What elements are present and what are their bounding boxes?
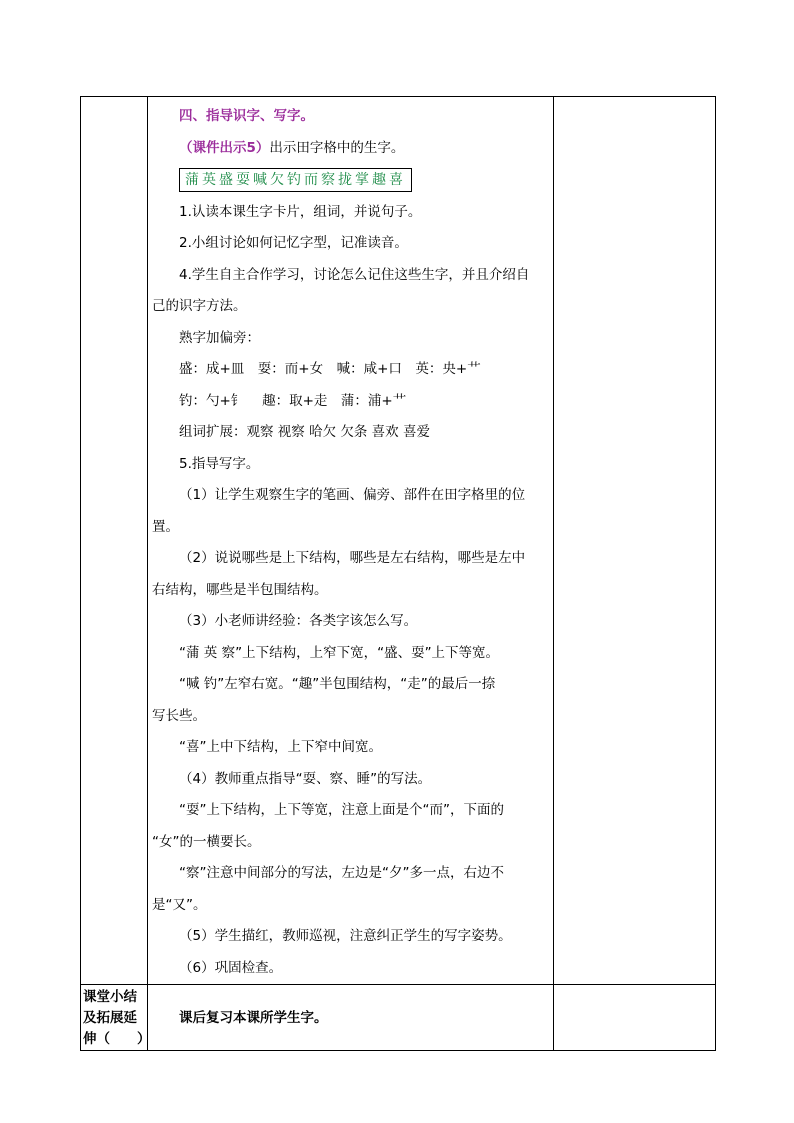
lesson-plan-table [80, 96, 716, 1051]
notes-cell-empty [554, 97, 716, 985]
item-5: 5.指导写字。 [179, 455, 260, 472]
section-heading: 四、指导识字、写字。 [179, 108, 314, 124]
step-4-detail-2-line-1: “察”注意中间部分的写法，左边是“夕”多一点，右边不 [179, 865, 504, 881]
item-4-line-1: 4.学生自主合作学习，讨论怎么记住这些生字，并且介绍自 [179, 266, 530, 283]
teaching-process-row [81, 97, 716, 985]
summary-row [81, 985, 716, 1051]
courseware-text: 出示田字格中的生字。 [269, 139, 405, 156]
step-3-detail-2-line-2: 写长些。 [152, 707, 206, 724]
word-expansion: 组词扩展：观察 视察 哈欠 欠条 喜欢 喜爱 [179, 424, 430, 440]
step-2-line-1: （2）说说哪些是上下结构，哪些是左右结构，哪些是左中 [179, 550, 526, 566]
step-3-detail-3: “喜”上中下结构，上下窄中间宽。 [179, 739, 382, 755]
step-4-detail-1-line-2: “女”的一横要长。 [152, 833, 261, 850]
courseware-label: （课件出示5） [179, 139, 270, 156]
step-1-line-2: 置。 [152, 518, 179, 535]
radical-line-2: 钓：勺+钅 趣：取+走 蒲：浦+艹 [179, 392, 407, 409]
summary-content-cell [148, 985, 554, 1051]
radical-line-1: 盛：成+皿 耍：而+女 喊：咸+口 英：央+艹 [179, 361, 481, 377]
new-characters-line [152, 164, 549, 197]
item-2: 2.小组讨论如何记忆字型，记准读音。 [179, 235, 408, 251]
step-4: （4）教师重点指导“耍、察、睡”的写法。 [179, 770, 432, 787]
item-4-line-2: 己的识字方法。 [152, 298, 247, 314]
summary-label-cell [81, 985, 151, 1051]
step-4-detail-1-line-1: “耍”上下结构，上下等宽，注意上面是个“而”，下面的 [179, 802, 504, 818]
courseware-line [152, 133, 549, 165]
step-2-line-2: 右结构，哪些是半包围结构。 [152, 581, 328, 598]
step-3: （3）小老师讲经验：各类字该怎么写。 [179, 613, 418, 629]
summary-content: 课后复习本课所学生字。 [179, 1010, 328, 1026]
summary-notes-cell-empty [554, 985, 716, 1051]
step-1-line-1: （1）让学生观察生字的笔画、偏旁、部件在田字格里的位 [179, 487, 526, 503]
teaching-content-cell [148, 97, 554, 985]
step-6: （6）巩固检查。 [179, 959, 283, 976]
step-5: （5）学生描红，教师巡视，注意纠正学生的写字姿势。 [179, 928, 512, 944]
row-label-cell-empty [81, 97, 148, 985]
step-3-detail-1: “蒲 英 察”上下结构，上窄下宽，“盛、耍”上下等宽。 [179, 644, 500, 661]
new-characters-box: 蒲英盛耍喊欠钓而察拢掌趣喜 [179, 168, 412, 192]
step-3-detail-2-line-1: “喊 钓”左窄右宽。“趣”半包围结构，“走”的最后一捺 [179, 676, 496, 692]
step-4-detail-2-line-2: 是“又”。 [152, 896, 207, 913]
summary-label: 课堂小结及拓展延伸（ ） [83, 989, 151, 1047]
radical-title: 熟字加偏旁： [179, 329, 260, 346]
item-1: 1.认读本课生字卡片，组词，并说句子。 [179, 203, 422, 220]
